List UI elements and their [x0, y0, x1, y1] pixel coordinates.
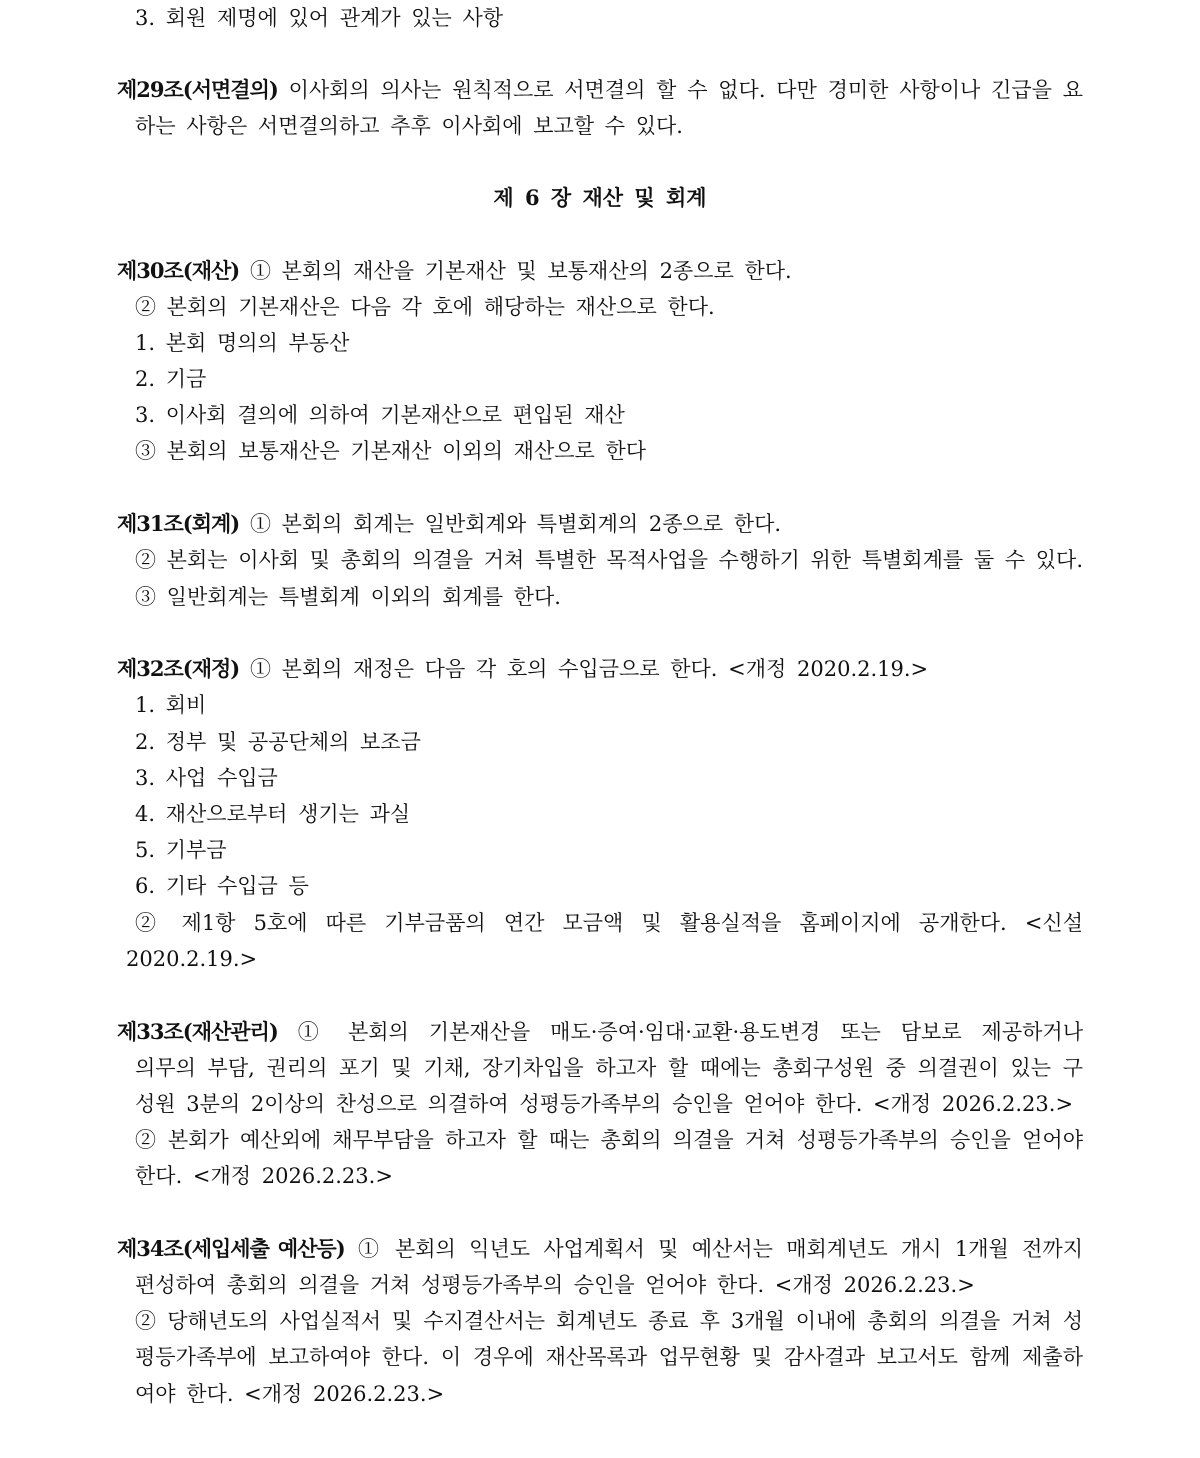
list-item: 3. 이사회 결의에 의하여 기본재산으로 편입된 재산: [135, 403, 625, 427]
article-30-para-1: ① 본회의 재산을 기본재산 및 보통재산의 2종으로 한다.: [249, 259, 792, 283]
article-30-line: [117, 256, 792, 286]
article-33-text: ① 본회의 기본재산을 매도·증여·임대·교환·용도변경 또는 담보로 제공하거나: [297, 1020, 1083, 1044]
list-item: 6. 기타 수입금 등: [135, 874, 309, 898]
article-34-line-3: ② 당해년도의 사업실적서 및 수지결산서는 회계년도 종료 후 3개월 이내에 총회의 의결을 거쳐 성: [135, 1309, 1083, 1333]
article-31-para-2: ② 본회는 이사회 및 총회의 의결을 거쳐 특별한 목적사업을 수행하기 위한 특별회계를 둘 수 있다.: [135, 548, 1083, 572]
article-29-line-2: 하는 사항은 서면결의하고 추후 이사회에 보고할 수 있다.: [135, 114, 683, 138]
article-33-line-2: 의무의 부담, 권리의 포기 및 기채, 장기차입을 하고자 할 때에는 총회구성원 중 의결권이 있는 구: [135, 1056, 1083, 1080]
article-29-title: 제29조(서면결의): [117, 77, 278, 102]
article-32-para-1: ① 본회의 재정은 다음 각 호의 수입금으로 한다. <개정 2020.2.19.>: [249, 657, 929, 681]
chapter-heading: 제 6 장 재산 및 회계: [493, 185, 707, 210]
article-31-para-3: ③ 일반회계는 특별회계 이외의 회계를 한다.: [135, 585, 561, 609]
article-33-line: [117, 1017, 1083, 1047]
list-item: 3. 회원 제명에 있어 관계가 있는 사항: [135, 6, 504, 30]
article-32-para-2-cont: 2020.2.19.>: [126, 947, 258, 971]
article-33-line-4: ② 본회가 예산외에 채무부담을 하고자 할 때는 총회의 의결을 거쳐 성평등가족부의 승인을 얻어야: [135, 1128, 1083, 1152]
article-32-title: 제32조(재정): [117, 656, 240, 681]
article-33-line-5: 한다. <개정 2026.2.23.>: [135, 1164, 393, 1188]
list-item: 1. 본회 명의의 부동산: [135, 331, 350, 355]
article-30-title: 제30조(재산): [117, 258, 240, 283]
article-32-para-2: ② 제1항 5호에 따른 기부금품의 연간 모금액 및 활용실적을 홈페이지에 공개한다. <신설: [135, 911, 1083, 935]
article-30-para-2: ② 본회의 기본재산은 다음 각 호에 해당하는 재산으로 한다.: [135, 295, 715, 319]
list-item: 4. 재산으로부터 생기는 과실: [135, 802, 411, 826]
article-34-title: 제34조(세입세출 예산등): [117, 1236, 345, 1261]
article-29-line: [117, 75, 1083, 105]
article-34-line-5: 여야 한다. <개정 2026.2.23.>: [135, 1382, 445, 1406]
list-item: 2. 기금: [135, 367, 207, 391]
article-34-text: ① 본회의 익년도 사업계획서 및 예산서는 매회계년도 개시 1개월 전까지: [357, 1237, 1083, 1261]
article-30-para-3: ③ 본회의 보통재산은 기본재산 이외의 재산으로 한다: [135, 439, 647, 463]
article-31-title: 제31조(회계): [117, 511, 240, 536]
article-33-title: 제33조(재산관리): [117, 1019, 278, 1044]
article-29-text: 이사회의 의사는 원칙적으로 서면결의 할 수 없다. 다만 경미한 사항이나 긴급을 요: [288, 78, 1083, 102]
list-item: 2. 정부 및 공공단체의 보조금: [135, 730, 421, 754]
article-33-line-3: 성원 3분의 2이상의 찬성으로 의결하여 성평등가족부의 승인을 얻어야 한다. <개정 2026.2.23.>: [135, 1092, 1074, 1116]
article-31-line: [117, 509, 781, 539]
list-item: 3. 사업 수입금: [135, 766, 278, 790]
article-31-para-1: ① 본회의 회계는 일반회계와 특별회계의 2종으로 한다.: [249, 512, 782, 536]
article-34-line-2: 편성하여 총회의 의결을 거쳐 성평등가족부의 승인을 얻어야 한다. <개정 2026.2.23.>: [135, 1273, 975, 1297]
article-34-line: [117, 1234, 1083, 1264]
article-32-line: [117, 654, 928, 684]
list-item: 1. 회비: [135, 693, 207, 717]
list-item: 5. 기부금: [135, 838, 227, 862]
article-34-line-4: 평등가족부에 보고하여야 한다. 이 경우에 재산목록과 업무현황 및 감사결과 보고서도 함께 제출하: [135, 1345, 1083, 1369]
